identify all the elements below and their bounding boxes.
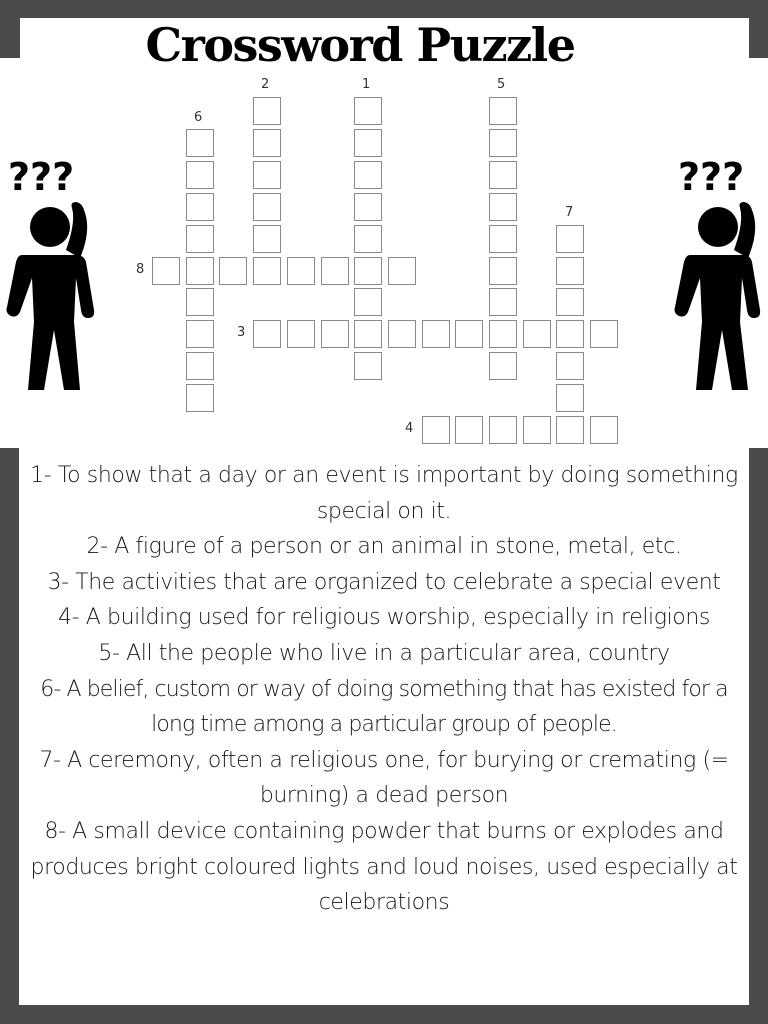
crossword-cell[interactable] [388, 257, 416, 285]
clue-number-1: 1 [362, 77, 371, 92]
crossword-cell[interactable] [253, 161, 281, 189]
crossword-cell[interactable] [354, 97, 382, 125]
clue-number-3: 3 [237, 325, 246, 340]
crossword-cell[interactable] [186, 352, 214, 380]
crossword-cell[interactable] [489, 161, 517, 189]
clue-6: 6- A belief, custom or way of doing something that has existed for a long time among a particular group of people. [40, 676, 728, 738]
clue-8: 8- A small device containing powder that burns or explodes and produces bright coloured lights and loud noises, used especially at celebrations [30, 818, 738, 916]
crossword-cell[interactable] [253, 129, 281, 157]
clue-number-8: 8 [136, 262, 145, 277]
crossword-cell[interactable] [186, 384, 214, 412]
crossword-cell[interactable] [455, 320, 483, 348]
crossword-cell[interactable] [556, 288, 584, 316]
crossword-cell[interactable] [590, 320, 618, 348]
crossword-cell[interactable] [523, 320, 551, 348]
crossword-cell[interactable] [253, 257, 281, 285]
crossword-cell[interactable] [287, 320, 315, 348]
crossword-cell[interactable] [354, 193, 382, 221]
clue-number-6: 6 [194, 110, 203, 125]
crossword-cell[interactable] [556, 352, 584, 380]
crossword-cell[interactable] [253, 193, 281, 221]
crossword-cell[interactable] [354, 225, 382, 253]
crossword-cell[interactable] [489, 320, 517, 348]
crossword-cell[interactable] [489, 352, 517, 380]
crossword-cell[interactable] [354, 288, 382, 316]
clue-7: 7- A ceremony, often a religious one, for burying or cremating (= burning) a dead person [39, 747, 729, 809]
crossword-cell[interactable] [287, 257, 315, 285]
crossword-cell[interactable] [422, 320, 450, 348]
crossword-cell[interactable] [253, 97, 281, 125]
crossword-cell[interactable] [253, 225, 281, 253]
crossword-cell[interactable] [523, 416, 551, 444]
crossword-grid [0, 0, 768, 448]
crossword-cell[interactable] [556, 225, 584, 253]
crossword-cell[interactable] [489, 257, 517, 285]
crossword-cell[interactable] [556, 416, 584, 444]
clues-panel [19, 448, 749, 1005]
question-marks-icon: ??? [8, 155, 75, 199]
thinking-person-left-icon [0, 150, 100, 395]
page-title: Crossword Puzzle [145, 18, 575, 72]
crossword-cell[interactable] [186, 193, 214, 221]
crossword-cell[interactable] [556, 257, 584, 285]
crossword-cell[interactable] [186, 320, 214, 348]
crossword-cell[interactable] [253, 320, 281, 348]
clue-number-5: 5 [497, 77, 506, 92]
crossword-cell[interactable] [489, 416, 517, 444]
thinking-person-right-icon [666, 150, 766, 395]
clue-5: 5- All the people who live in a particular area, country [98, 640, 670, 666]
crossword-cell[interactable] [321, 320, 349, 348]
clue-3: 3- The activities that are organized to celebrate a special event [47, 569, 721, 595]
crossword-cell[interactable] [556, 320, 584, 348]
question-marks-icon: ??? [678, 155, 745, 199]
clue-2: 2- A figure of a person or an animal in stone, metal, etc. [86, 534, 682, 560]
crossword-cell[interactable] [354, 129, 382, 157]
crossword-cell[interactable] [590, 416, 618, 444]
clue-number-7: 7 [565, 205, 574, 220]
crossword-cell[interactable] [489, 193, 517, 221]
crossword-cell[interactable] [186, 161, 214, 189]
crossword-cell[interactable] [321, 257, 349, 285]
crossword-cell[interactable] [388, 320, 416, 348]
clue-number-2: 2 [261, 77, 270, 92]
crossword-cell[interactable] [186, 288, 214, 316]
crossword-cell[interactable] [489, 97, 517, 125]
crossword-cell[interactable] [354, 161, 382, 189]
crossword-cell[interactable] [354, 320, 382, 348]
crossword-cell[interactable] [186, 129, 214, 157]
crossword-cell[interactable] [422, 416, 450, 444]
crossword-cell[interactable] [489, 288, 517, 316]
crossword-cell[interactable] [186, 257, 214, 285]
crossword-cell[interactable] [354, 257, 382, 285]
crossword-cell[interactable] [186, 225, 214, 253]
clue-4: 4- A building used for religious worship, especially in religions [58, 605, 710, 631]
crossword-cell[interactable] [489, 225, 517, 253]
clue-1: 1- To show that a day or an event is important by doing something special on it. [30, 463, 738, 524]
crossword-cell[interactable] [556, 384, 584, 412]
crossword-cell[interactable] [455, 416, 483, 444]
crossword-cell[interactable] [152, 257, 180, 285]
clue-number-4: 4 [405, 421, 414, 436]
crossword-cell[interactable] [489, 129, 517, 157]
crossword-cell[interactable] [219, 257, 247, 285]
crossword-cell[interactable] [354, 352, 382, 380]
